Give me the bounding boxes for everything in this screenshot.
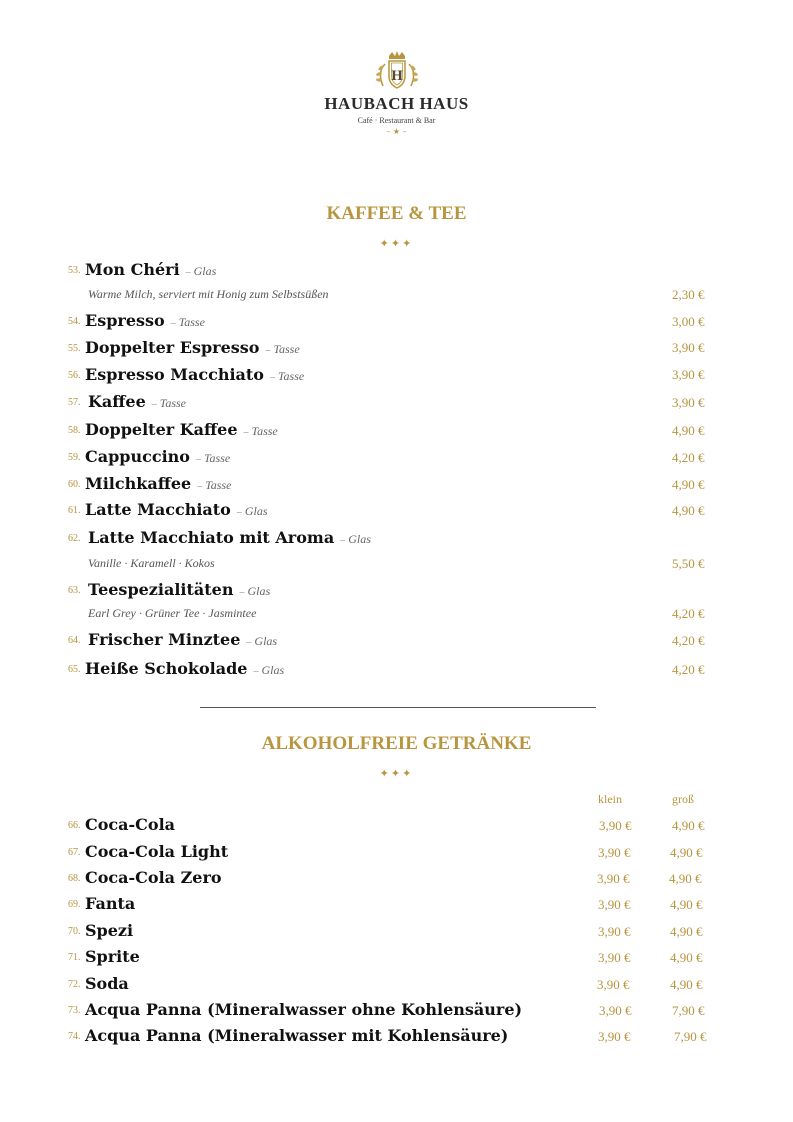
item-name: Frischer Minztee – Glas	[88, 630, 278, 649]
crest-icon	[367, 50, 427, 92]
section-title-kaffee: KAFFEE & TEE	[326, 203, 467, 224]
item-number: 57.	[68, 397, 81, 408]
item-price-small: 3,90 €	[598, 845, 631, 860]
column-header-small: klein	[598, 792, 622, 806]
item-number: 72.	[68, 979, 81, 990]
item-number: 71.	[68, 952, 81, 963]
item-number: 60.	[68, 479, 81, 490]
item-price-large: 4,90 €	[670, 977, 703, 992]
item-number: 70.	[68, 926, 81, 937]
item-price: 5,50 €	[672, 556, 705, 571]
item-number: 63.	[68, 585, 81, 596]
item-price-small: 3,90 €	[598, 924, 631, 939]
item-price-small: 3,90 €	[598, 950, 631, 965]
item-price-large: 7,90 €	[674, 1029, 707, 1044]
section-ornament-kaffee: ✦✦✦	[379, 237, 414, 250]
item-price: 4,20 €	[672, 633, 705, 648]
logo-star-ornament: – ★ –	[386, 127, 407, 136]
item-description: Warme Milch, serviert mit Honig zum Selbstsüßen	[88, 287, 329, 301]
item-number: 55.	[68, 343, 81, 354]
logo-block	[0, 50, 793, 136]
item-unit: – Glas	[253, 663, 285, 677]
item-price-small: 3,90 €	[598, 1029, 631, 1044]
item-unit: – Tasse	[170, 315, 205, 329]
item-description: Earl Grey · Grüner Tee · Jasmintee	[88, 606, 257, 620]
item-name: Espresso Macchiato – Tasse	[85, 365, 305, 384]
brand-tagline: Café · Restaurant & Bar	[357, 116, 436, 125]
item-price: 4,20 €	[672, 450, 705, 465]
item-name: Sprite	[85, 947, 140, 966]
item-number: 53.	[68, 265, 81, 276]
item-price: 2,30 €	[672, 287, 705, 302]
item-price-large: 4,90 €	[670, 845, 703, 860]
item-name: Acqua Panna (Mineralwasser ohne Kohlensäure)	[85, 1000, 523, 1019]
item-name: Latte Macchiato mit Aroma – Glas	[88, 528, 371, 547]
item-name: Fanta	[85, 894, 136, 913]
item-price-large: 4,90 €	[672, 818, 705, 833]
item-price: 4,90 €	[672, 423, 705, 438]
item-name: Mon Chéri – Glas	[85, 260, 217, 279]
item-name: Doppelter Espresso – Tasse	[85, 338, 300, 357]
item-number: 61.	[68, 505, 81, 516]
item-name: Acqua Panna (Mineralwasser mit Kohlensäure)	[85, 1026, 509, 1045]
item-name: Soda	[85, 974, 129, 993]
item-number: 59.	[68, 452, 81, 463]
item-number: 58.	[68, 425, 81, 436]
brand-name: HAUBACH HAUS	[324, 94, 469, 113]
item-number: 54.	[68, 316, 81, 327]
column-header-large: groß	[672, 792, 694, 806]
item-unit: – Glas	[236, 504, 268, 518]
item-price: 4,90 €	[672, 477, 705, 492]
section-ornament-alkoholfrei: ✦✦✦	[379, 767, 414, 780]
item-unit: – Tasse	[243, 424, 278, 438]
item-name: Spezi	[85, 921, 134, 940]
item-price: 3,90 €	[672, 340, 705, 355]
item-number: 73.	[68, 1005, 81, 1016]
item-price: 3,00 €	[672, 314, 705, 329]
item-number: 62.	[68, 533, 81, 544]
item-number: 67.	[68, 847, 81, 858]
item-unit: – Glas	[185, 264, 217, 278]
item-price-large: 7,90 €	[672, 1003, 705, 1018]
item-unit: – Glas	[246, 634, 278, 648]
item-price-large: 4,90 €	[669, 871, 702, 886]
item-description: Vanille · Karamell · Kokos	[88, 556, 215, 570]
item-unit: – Tasse	[151, 396, 187, 410]
item-name: Coca-Cola	[85, 815, 176, 834]
item-price-small: 3,90 €	[599, 818, 632, 833]
item-number: 74.	[68, 1031, 81, 1042]
item-price: 3,90 €	[672, 395, 705, 410]
item-unit: – Tasse	[195, 451, 231, 465]
item-name: Cappuccino – Tasse	[85, 447, 231, 466]
item-price: 4,20 €	[672, 606, 705, 621]
item-price: 4,20 €	[672, 662, 705, 677]
item-name: Teespezialitäten – Glas	[88, 580, 271, 599]
item-unit: – Glas	[340, 532, 371, 546]
item-unit: – Tasse	[197, 478, 232, 492]
item-price-small: 3,90 €	[597, 871, 630, 886]
item-price-large: 4,90 €	[670, 950, 703, 965]
item-name: Doppelter Kaffee – Tasse	[85, 420, 278, 439]
section-divider	[200, 707, 596, 708]
item-number: 64.	[68, 635, 81, 646]
item-number: 56.	[68, 370, 81, 381]
item-name: Coca-Cola Zero	[85, 868, 222, 887]
item-name: Kaffee – Tasse	[88, 392, 187, 411]
section-title-alkoholfrei: ALKOHOLFREIE GETRÄNKE	[261, 733, 532, 754]
item-name: Latte Macchiato – Glas	[85, 500, 268, 519]
item-number: 69.	[68, 899, 81, 910]
item-unit: – Tasse	[269, 369, 305, 383]
item-unit: – Glas	[239, 584, 271, 598]
item-number: 65.	[68, 664, 81, 675]
item-price-large: 4,90 €	[670, 924, 703, 939]
item-number: 66.	[68, 820, 81, 831]
svg-text:H: H	[390, 69, 403, 84]
item-price-small: 3,90 €	[599, 1003, 632, 1018]
item-name: Espresso – Tasse	[85, 311, 205, 330]
item-price: 3,90 €	[672, 367, 705, 382]
item-name: Heiße Schokolade – Glas	[85, 659, 285, 678]
item-price-small: 3,90 €	[598, 897, 631, 912]
item-price-small: 3,90 €	[597, 977, 630, 992]
item-number: 68.	[68, 873, 81, 884]
item-unit: – Tasse	[265, 342, 300, 356]
item-name: Milchkaffee – Tasse	[85, 474, 232, 493]
item-price-large: 4,90 €	[670, 897, 703, 912]
item-name: Coca-Cola Light	[85, 842, 229, 861]
item-price: 4,90 €	[672, 503, 705, 518]
